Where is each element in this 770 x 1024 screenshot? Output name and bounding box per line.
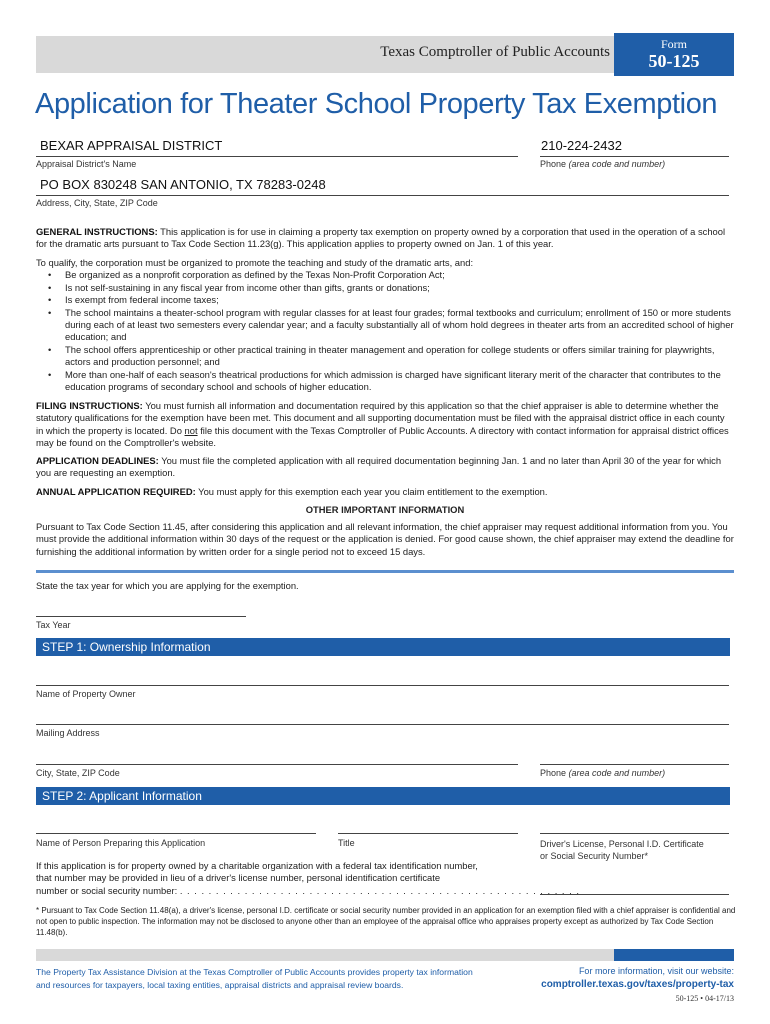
owner-city-caption: City, State, ZIP Code	[36, 768, 120, 778]
district-name-caption: Appraisal District's Name	[36, 159, 137, 169]
district-phone-value[interactable]: 210-224-2432	[541, 138, 622, 153]
qualify-section	[36, 257, 734, 393]
application-deadlines: APPLICATION DEADLINES: You must file the completed application with all required documentation beginning Jan. 1 and no later than April 30 of the year for which you are requesting an exemption.	[36, 455, 722, 479]
preparer-title-line[interactable]	[338, 833, 518, 834]
page-title: Application for Theater School Property Tax Exemption	[35, 88, 718, 120]
district-address-line	[36, 195, 729, 196]
footer-bar-accent	[614, 949, 734, 961]
mailing-address-caption: Mailing Address	[36, 728, 100, 738]
owner-name-caption: Name of Property Owner	[36, 689, 136, 699]
footer-bar	[36, 949, 614, 961]
tax-id-line[interactable]	[540, 894, 729, 895]
qualify-item: • Be organized as a nonprofit corporation as defined by the Texas Non-Profit Corporation Act;	[36, 269, 734, 281]
district-phone-caption: Phone (area code and number)	[540, 159, 666, 169]
step2-header: STEP 2: Applicant Information	[36, 787, 730, 805]
footer-description: The Property Tax Assistance Division at the Texas Comptroller of Public Accounts provides property tax information and resources for taxpayers, local taxing entities, appraisal districts and appraisal review boards.	[36, 967, 473, 990]
tax-year-prompt: State the tax year for which you are applying for the exemption.	[36, 580, 299, 591]
agency-name: Texas Comptroller of Public Accounts	[380, 44, 610, 60]
general-instructions: GENERAL INSTRUCTIONS: This application is for use in claiming a property tax exemption on property owned by a corporation that used in the operation of a school for the dramatic arts pursuant to Tax Code Section 11.23(g). This application applies to property owned on Jan. 1 of this year.	[36, 226, 726, 250]
footer-website-link[interactable]: comptroller.texas.gov/taxes/property-tax	[541, 979, 734, 990]
owner-phone-line[interactable]	[540, 764, 729, 765]
district-name-value[interactable]: BEXAR APPRAISAL DISTRICT	[40, 138, 223, 153]
license-line[interactable]	[540, 833, 729, 834]
district-phone-line	[540, 156, 729, 157]
district-address-caption: Address, City, State, ZIP Code	[36, 198, 158, 208]
footnote: * Pursuant to Tax Code Section 11.48(a), a driver's license, personal I.D. certificate or social security number provided in an application for an exemption filed with a chief appraiser is confidential and not open to public inspection. The information may not be disclosed to anyone other than an employee of the appraisal office who appraises property except as authorized by Tax Code Section 11.48(b).	[36, 906, 736, 937]
preparer-name-line[interactable]	[36, 833, 316, 834]
district-name-line	[36, 156, 518, 157]
qualify-item: • The school offers apprenticeship or other practical training in theater management and operation for college students or offers similar training for playwrights, actors and production personnel; and	[36, 344, 734, 369]
mailing-address-line[interactable]	[36, 724, 729, 725]
leader-dots: . . . . . . . . . . . . . . . . . . . . . . . . . . . . . . . . . . . . . . . . . . . . . . . . . . . . . . . .	[179, 884, 580, 896]
owner-phone-caption: Phone (area code and number)	[540, 768, 666, 778]
section-divider	[36, 570, 734, 573]
charitable-text: If this application is for property owned by a charitable organization with a federal tax identification number, that number may be provided in lieu of a driver's license number, personal identification certificate number or social security number: . . . . . . . . . . . . . . . . . . . . . . . . . . . . . . . . . . . . . . . . . . . . . . . . . . . . . . . .	[36, 860, 580, 896]
preparer-name-caption: Name of Person Preparing this Application	[36, 838, 206, 848]
district-address-value[interactable]: PO BOX 830248 SAN ANTONIO, TX 78283-0248	[40, 177, 326, 192]
qualify-item: • Is exempt from federal income taxes;	[36, 294, 734, 306]
qualify-item: • The school maintains a theater-school program with regular classes for at least four grades; formal textbooks and curriculum; enrollment of 150 or more students during each of at least two semesters every calendar year; and a faculty substantially all of whom hold degrees in theater arts from an accredited school of higher education; and	[36, 307, 734, 344]
preparer-title-caption: Title	[338, 838, 355, 848]
other-info-heading: OTHER IMPORTANT INFORMATION	[305, 504, 465, 515]
step1-header: STEP 1: Ownership Information	[36, 638, 730, 656]
other-info-text: Pursuant to Tax Code Section 11.45, after considering this application and all relevant information, the chief appraiser may request additional information from you. You must provide the additional information within 30 days of the request or the application is denied. For good cause shown, the chief appraiser may extend the deadline for furnishing the additional information by written order for a single period not to exceed 15 days.	[36, 521, 734, 557]
owner-name-line[interactable]	[36, 685, 729, 686]
footer-form-revision: 50-125 • 04-17/13	[675, 994, 734, 1003]
tax-year-caption: Tax Year	[36, 620, 71, 630]
license-caption: Driver's License, Personal I.D. Certificate or Social Security Number*	[540, 839, 704, 861]
form-label: Form	[660, 37, 687, 51]
footer-more-info: For more information, visit our website:	[578, 966, 734, 976]
annual-application: ANNUAL APPLICATION REQUIRED: You must apply for this exemption each year you claim entitlement to the exemption.	[36, 486, 548, 497]
qualify-item: • More than one-half of each season's theatrical productions for which admission is charged have significant literary merit of the character that contributes to the education programs of secondary school and schools of higher education.	[36, 369, 734, 394]
form-number: 50-125	[648, 51, 700, 71]
qualify-intro: To qualify, the corporation must be organized to promote the teaching and study of the dramatic arts, and:	[36, 257, 474, 268]
tax-year-line[interactable]	[36, 616, 246, 617]
owner-city-line[interactable]	[36, 764, 518, 765]
filing-instructions: FILING INSTRUCTIONS: You must furnish all information and documentation required by this application so that the chief appraiser is able to determine whether the statutory qualifications for the exemption have been met. This document and all supporting documentation must be filed with the appraisal district office in each county in which the property is located. Do not file this document with the Texas Comptroller of Public Accounts. A directory with contact information for appraisal district offices may be found on the Comptroller's website.	[36, 400, 729, 449]
qualify-item: • Is not self-sustaining in any fiscal year from income other than gifts, grants or donations;	[36, 282, 734, 294]
form-number-box	[614, 33, 734, 76]
